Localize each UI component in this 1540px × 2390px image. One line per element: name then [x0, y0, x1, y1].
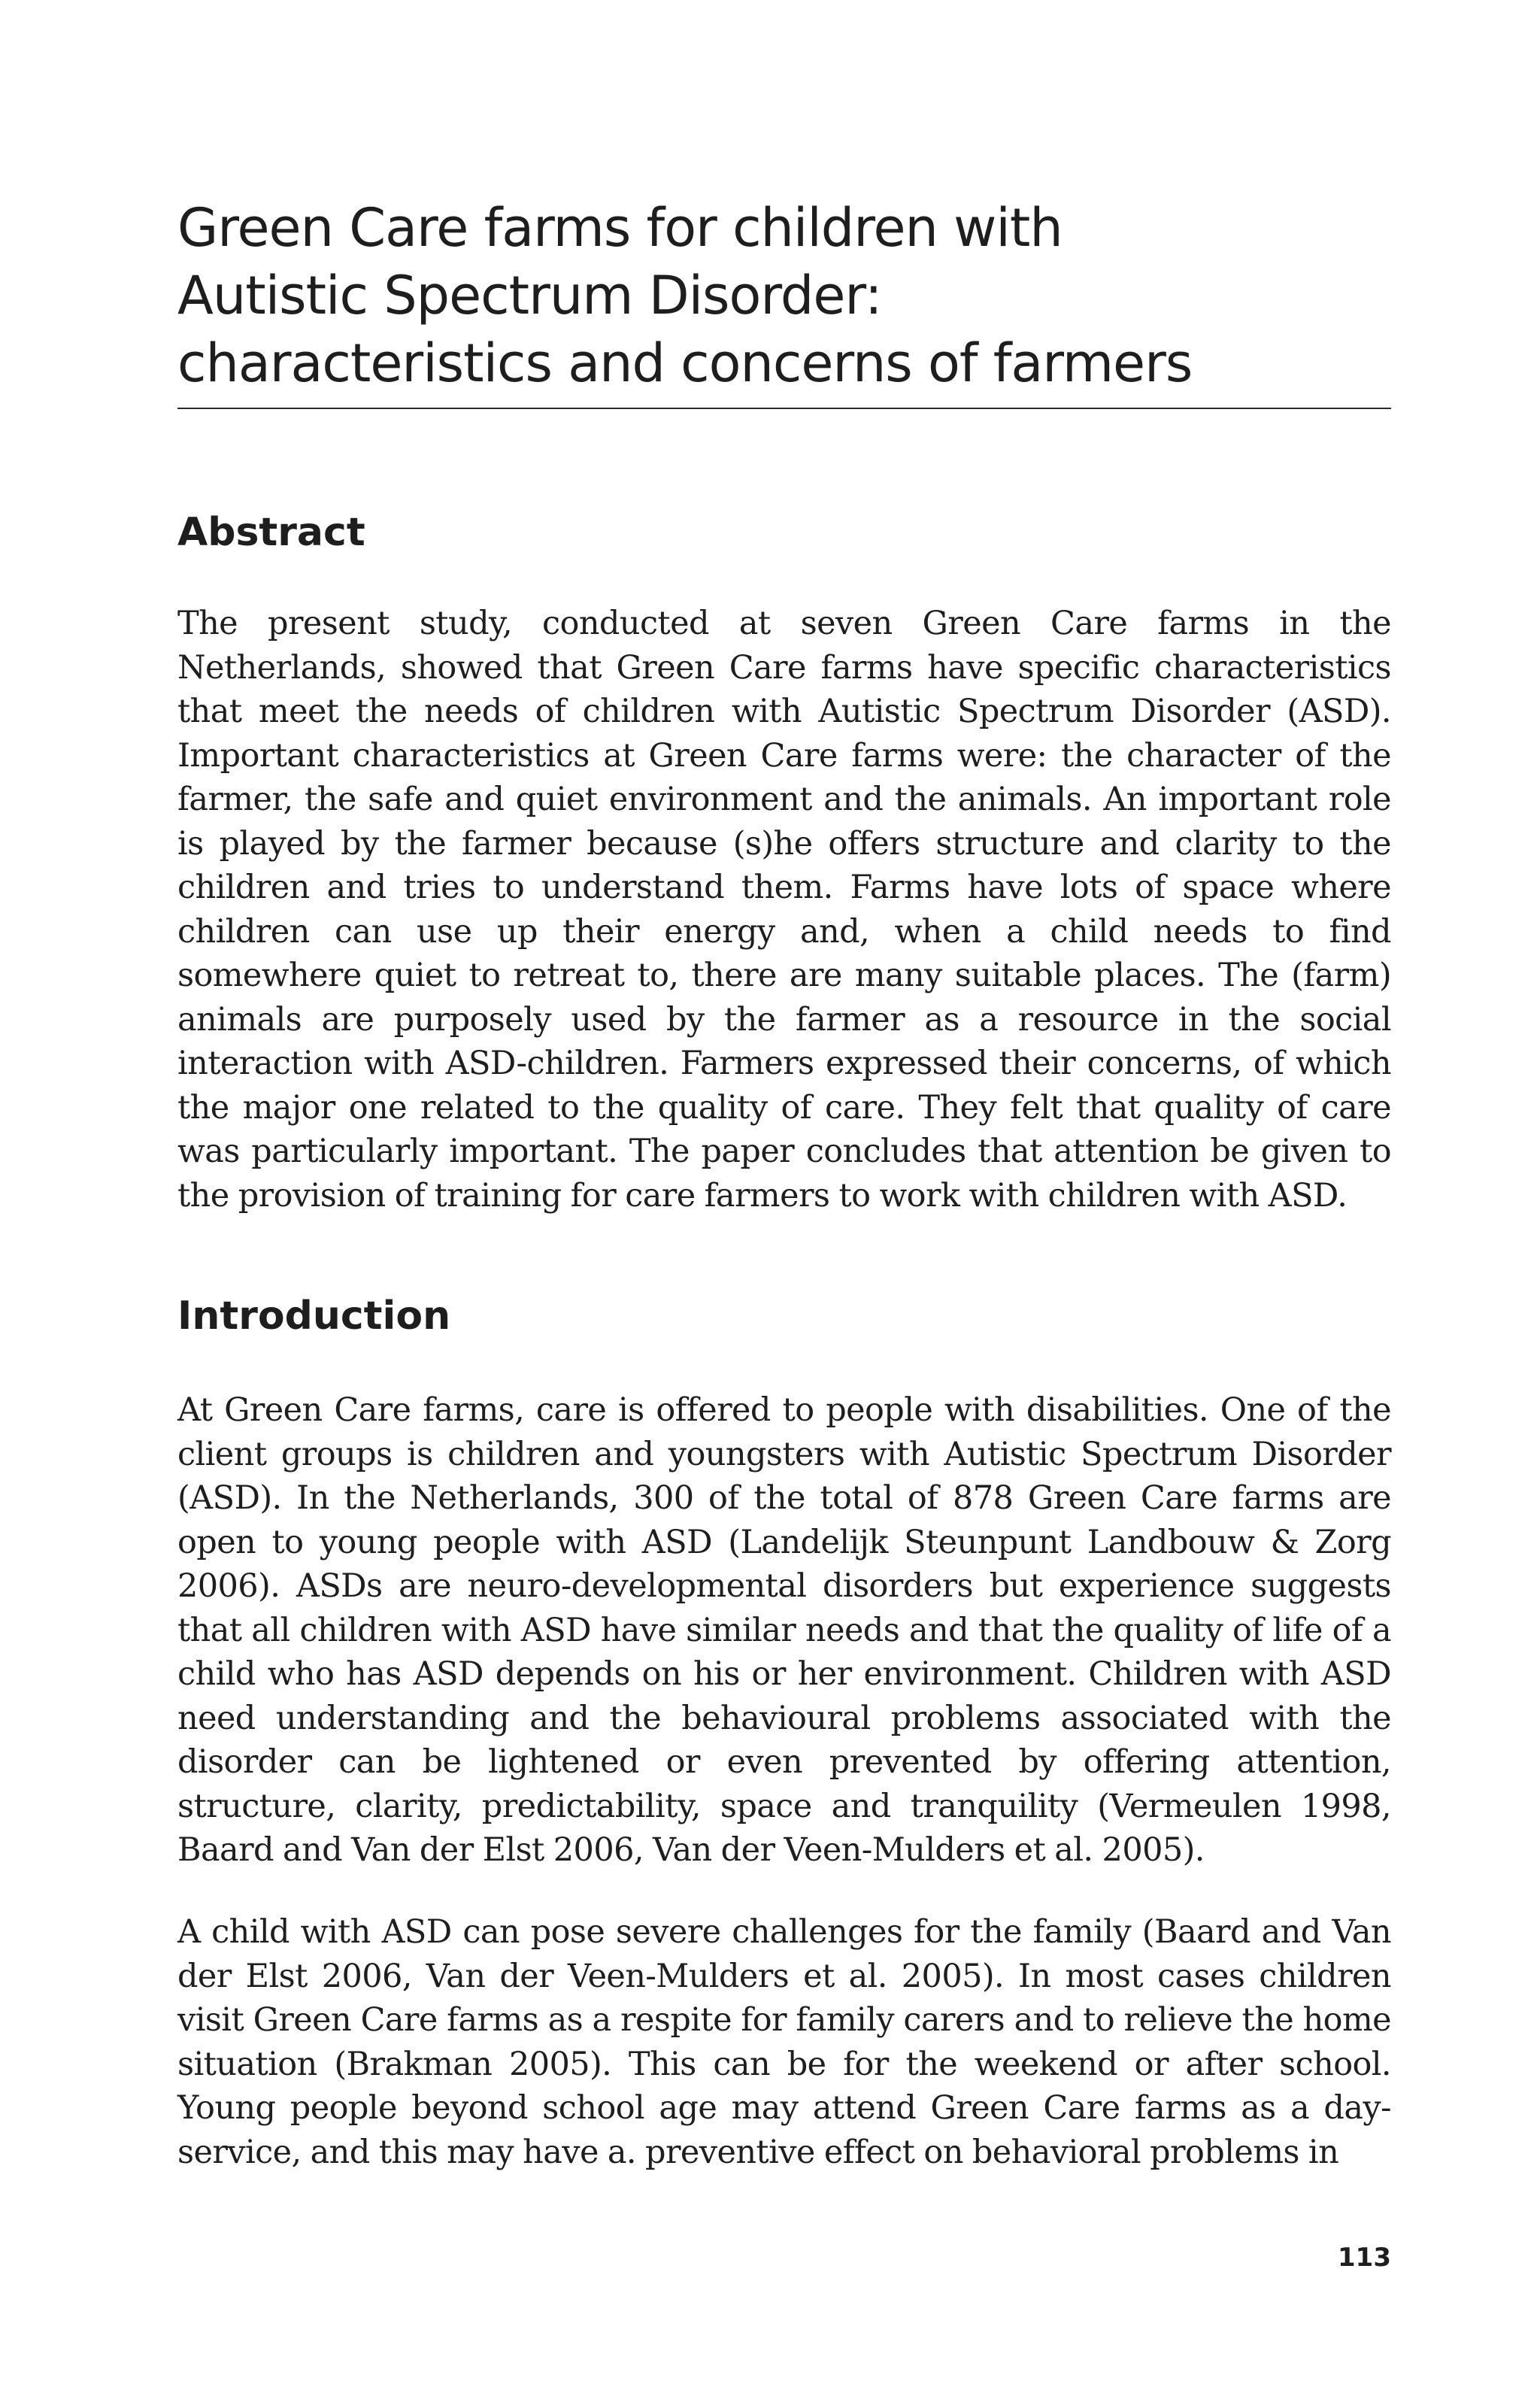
introduction-paragraph-1: At Green Care farms, care is offered to people with disabilities. One of the client groups is children and youngsters with Autistic Spectrum Disorder (ASD). In the Netherlands, 300 of the total of 878 Green Care farms are open to young people with ASD (Landelijk Steunpunt Landbouw & Zorg 2006). ASDs are neuro-developmental disorders but experience suggests that all children with ASD have similar needs and that the quality of life of a child who has ASD depends on his or her environment. Children with ASD need understanding and the behavioural problems associated with the disorder can be lightened or even prevented by offering attention, structure, clarity, predictability, space and tranquility (Vermeulen 1998, Baard and Van der Elst 2006, Van der Veen-Mulders et al. 2005).: [177, 1391, 1391, 1869]
page-number: 113: [1338, 2243, 1391, 2273]
abstract-text: The present study, conducted at seven Green Care farms in the Netherlands, showed that Green Care farms have specific characteristics that meet the needs of children with Autistic Spectrum Disorder (ASD). Important characteristics at Green Care farms were: the character of the farmer, the safe and quiet environment and the animals. An important role is played by the farmer because (s)he offers structure and clarity to the children and tries to understand them. Farms have lots of space where children can use up their energy and, when a child needs to find somewhere quiet to retreat to, there are many suitable places. The (farm) animals are purposely used by the farmer as a resource in the social interaction with ASD-children. Farmers expressed their concerns, of which the major one related to the quality of care. They felt that quality of care was particularly important. The paper concludes that attention be given to the provision of training for care farmers to work with children with ASD.: [177, 605, 1391, 1215]
article-title: [177, 194, 1391, 409]
introduction-paragraph-2: A child with ASD can pose severe challenges for the family (Baard and Van der Elst 2006, Van der Veen-Mulders et al. 2005). In most cases children visit Green Care farms as a respite for family carers and to relieve the home situation (Brakman 2005). This can be for the weekend or after school. Young people beyond school age may attend Green Care farms as a day-service, and this may have a. preventive effect on behavioral problems in: [177, 1913, 1391, 2171]
introduction-heading: Introduction: [177, 1294, 451, 1339]
title-line-3: characteristics and concerns of farmers: [177, 332, 1193, 394]
title-line-2: Autistic Spectrum Disorder:: [177, 265, 882, 326]
abstract-heading: Abstract: [177, 510, 365, 555]
title-line-1: Green Care farms for children with: [177, 197, 1063, 259]
